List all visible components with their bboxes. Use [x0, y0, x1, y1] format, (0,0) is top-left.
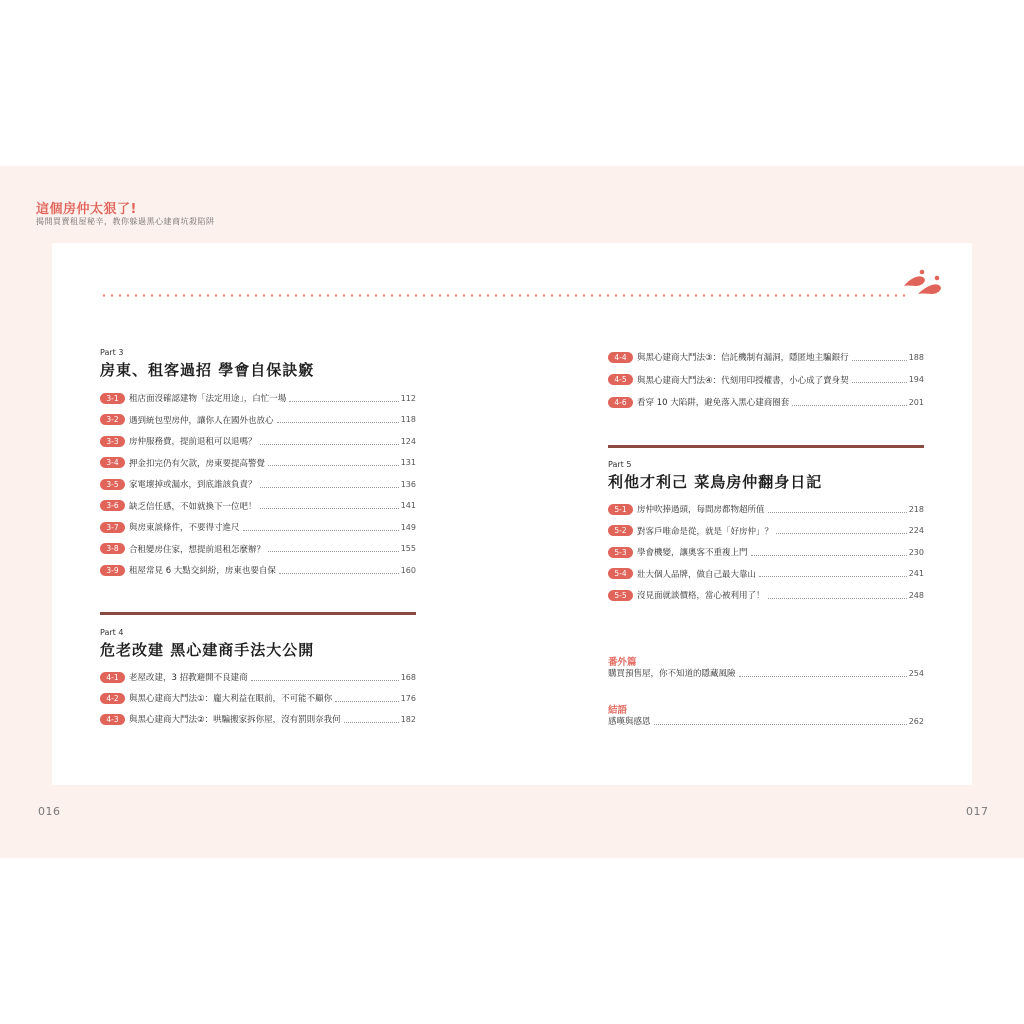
section-number-badge: 3-2 [100, 414, 125, 425]
book-subtitle: 揭開買賣租屋秘辛，教你躲過黑心建商坑殺陷阱 [36, 217, 215, 226]
entry-page: 254 [908, 668, 924, 678]
section-number-badge: 3-6 [100, 500, 125, 511]
entry-text: 家電壞掉或漏水，到底誰該負責？ [129, 480, 257, 490]
toc-entry[interactable] [608, 568, 924, 580]
entry-page: 201 [908, 397, 924, 407]
section-number-badge: 4-1 [100, 672, 125, 683]
entry-text: 老屋改建，3 招教避開不良建商 [129, 673, 248, 683]
entry-text: 與黑心建商大鬥法②：哄騙搬家拆你屋，沒有罰則奈我何 [129, 715, 341, 725]
section-number-badge: 3-3 [100, 436, 125, 447]
section-number-badge: 5-4 [608, 568, 633, 579]
toc-entry[interactable] [608, 546, 924, 558]
entry-text: 看穿 10 大陷阱，避免落入黑心建商圈套 [637, 398, 790, 408]
section-number-badge: 3-1 [100, 393, 125, 404]
part5-rule [608, 445, 924, 448]
toc-entry[interactable] [608, 503, 924, 515]
section-number-badge: 4-6 [608, 397, 633, 408]
part5-heading [608, 460, 822, 492]
entry-page: 262 [908, 716, 924, 726]
entry-page: 131 [400, 458, 416, 467]
toc-entry[interactable] [100, 692, 416, 704]
dot-leader [260, 443, 399, 445]
part3-title: 房東、租客過招 學會自保訣竅 [100, 361, 315, 379]
dot-leader [268, 550, 399, 552]
section-number-badge: 3-7 [100, 522, 125, 533]
toc-entry[interactable] [100, 478, 416, 490]
toc-entry[interactable] [100, 414, 416, 426]
dot-leader [251, 679, 399, 681]
book-title: 這個房仲太狠了! [36, 202, 137, 217]
entry-page: 155 [400, 544, 416, 553]
dot-leader [243, 529, 399, 531]
page-number-left: 016 [38, 805, 61, 818]
entry-page: 224 [908, 526, 924, 535]
toc-entry[interactable] [608, 351, 924, 363]
dot-leader [344, 721, 399, 723]
dotted-divider [100, 294, 908, 297]
part5-title: 利他才利己 菜鳥房仲翻身日記 [608, 473, 823, 491]
entry-page: 141 [400, 501, 416, 510]
ending-entry[interactable] [608, 715, 924, 727]
entry-text: 缺乏信任感，不如就換下一位吧！ [129, 501, 257, 512]
entry-text: 購買預售屋，你不知道的隱藏風險 [608, 669, 736, 679]
entry-text: 租屋常見 6 大點交糾紛，房東也要自保 [129, 566, 276, 576]
entry-text: 感嘆與感恩 [608, 717, 651, 727]
dot-leader [279, 572, 399, 574]
entry-page: 230 [908, 547, 924, 557]
toc-entry[interactable] [100, 435, 416, 447]
toc-entry[interactable] [100, 543, 416, 555]
dot-leader [654, 723, 907, 725]
part4-title: 危老改建 黑心建商手法大公開 [100, 641, 315, 659]
dot-leader [768, 597, 907, 599]
part3-heading [100, 348, 314, 380]
toc-entry[interactable] [100, 457, 416, 469]
dot-leader [792, 404, 906, 406]
entry-text: 學會機變，讓奧客不重複上門 [637, 548, 748, 558]
dot-leader [852, 359, 907, 361]
toc-entry[interactable] [100, 500, 416, 512]
dot-leader [335, 700, 399, 702]
dot-leader [751, 554, 907, 556]
section-number-badge: 4-4 [608, 352, 633, 363]
entry-text: 與房東談條件，不要得寸進尺 [129, 523, 240, 533]
entry-page: 248 [908, 590, 924, 600]
entry-page: 136 [400, 479, 416, 489]
dot-leader [739, 675, 907, 677]
entry-text: 租店面沒確認建物「法定用途」，白忙一場 [129, 394, 287, 404]
part5-label: Part 5 [608, 460, 632, 469]
dot-leader [277, 421, 399, 423]
entry-text: 壯大個人品牌，做自己最大靠山 [637, 569, 757, 580]
dot-leader [852, 381, 907, 383]
entry-page: 176 [400, 693, 416, 703]
section-number-badge: 3-8 [100, 543, 125, 554]
extra-heading: 番外篇 [608, 657, 637, 668]
ending-heading: 結語 [608, 705, 628, 716]
toc-entry[interactable] [608, 396, 924, 408]
entry-text: 押金扣完仍有欠款，房東要提高警覺 [129, 458, 266, 469]
page-number-right: 017 [966, 805, 989, 818]
toc-entry[interactable] [100, 521, 416, 533]
dot-leader [776, 532, 907, 534]
dot-leader [260, 507, 399, 509]
toc-entry[interactable] [608, 374, 924, 386]
part4-heading [100, 628, 314, 660]
dot-leader [768, 511, 907, 513]
section-number-badge: 5-5 [608, 590, 633, 601]
entry-page: 182 [400, 714, 416, 724]
entry-text: 與黑心建商大鬥法④：代刻用印授權書，小心成了賣身契 [637, 375, 849, 386]
entry-text: 與黑心建商大鬥法③：信託機制有漏洞，隱匿地主騙銀行 [637, 353, 849, 363]
section-number-badge: 5-2 [608, 525, 633, 536]
entry-page: 112 [400, 393, 416, 403]
toc-entry[interactable] [100, 392, 416, 404]
toc-entry[interactable] [100, 564, 416, 576]
section-number-badge: 5-3 [608, 547, 633, 558]
entry-text: 合租變房住家，想提前退租怎麼辦？ [129, 544, 266, 555]
dot-leader [268, 464, 399, 466]
section-number-badge: 3-5 [100, 479, 125, 490]
entry-page: 168 [400, 672, 416, 682]
toc-entry[interactable] [100, 671, 416, 683]
entry-page: 118 [400, 415, 416, 424]
part3-label: Part 3 [100, 348, 124, 357]
section-number-badge: 4-5 [608, 374, 633, 385]
dot-leader [289, 400, 398, 402]
entry-page: 218 [908, 504, 924, 514]
part4-rule [100, 612, 416, 615]
entry-text: 遇到統包型房仲，讓你人在國外也放心 [129, 415, 274, 426]
entry-text: 對客戶唯命是從，就是「好房仲」？ [637, 526, 774, 537]
entry-text: 沒見面就談價格，當心被利用了！ [637, 591, 765, 601]
dot-leader [260, 486, 399, 488]
entry-page: 160 [400, 565, 416, 575]
part4-label: Part 4 [100, 628, 124, 637]
dot-leader [759, 575, 907, 577]
section-number-badge: 3-9 [100, 565, 125, 576]
toc-entry[interactable] [608, 525, 924, 537]
entry-page: 124 [400, 436, 416, 446]
entry-page: 188 [908, 352, 924, 362]
section-number-badge: 4-2 [100, 693, 125, 704]
toc-entry[interactable] [100, 713, 416, 725]
quote-mark-icon [898, 264, 944, 300]
section-number-badge: 5-1 [608, 504, 633, 515]
entry-text: 與黑心建商大鬥法①：龐大利益在眼前，不可能不顧你 [129, 694, 333, 704]
entry-page: 149 [400, 522, 416, 532]
section-number-badge: 4-3 [100, 714, 125, 725]
section-number-badge: 3-4 [100, 457, 125, 468]
entry-page: 194 [908, 375, 924, 384]
entry-text: 房仲吹捧過頭，每間房都物超所值 [637, 505, 765, 515]
extra-entry[interactable] [608, 667, 924, 679]
toc-entry[interactable] [608, 589, 924, 601]
entry-page: 241 [908, 569, 924, 578]
entry-text: 房仲服務費，提前退租可以退嗎？ [129, 437, 257, 447]
